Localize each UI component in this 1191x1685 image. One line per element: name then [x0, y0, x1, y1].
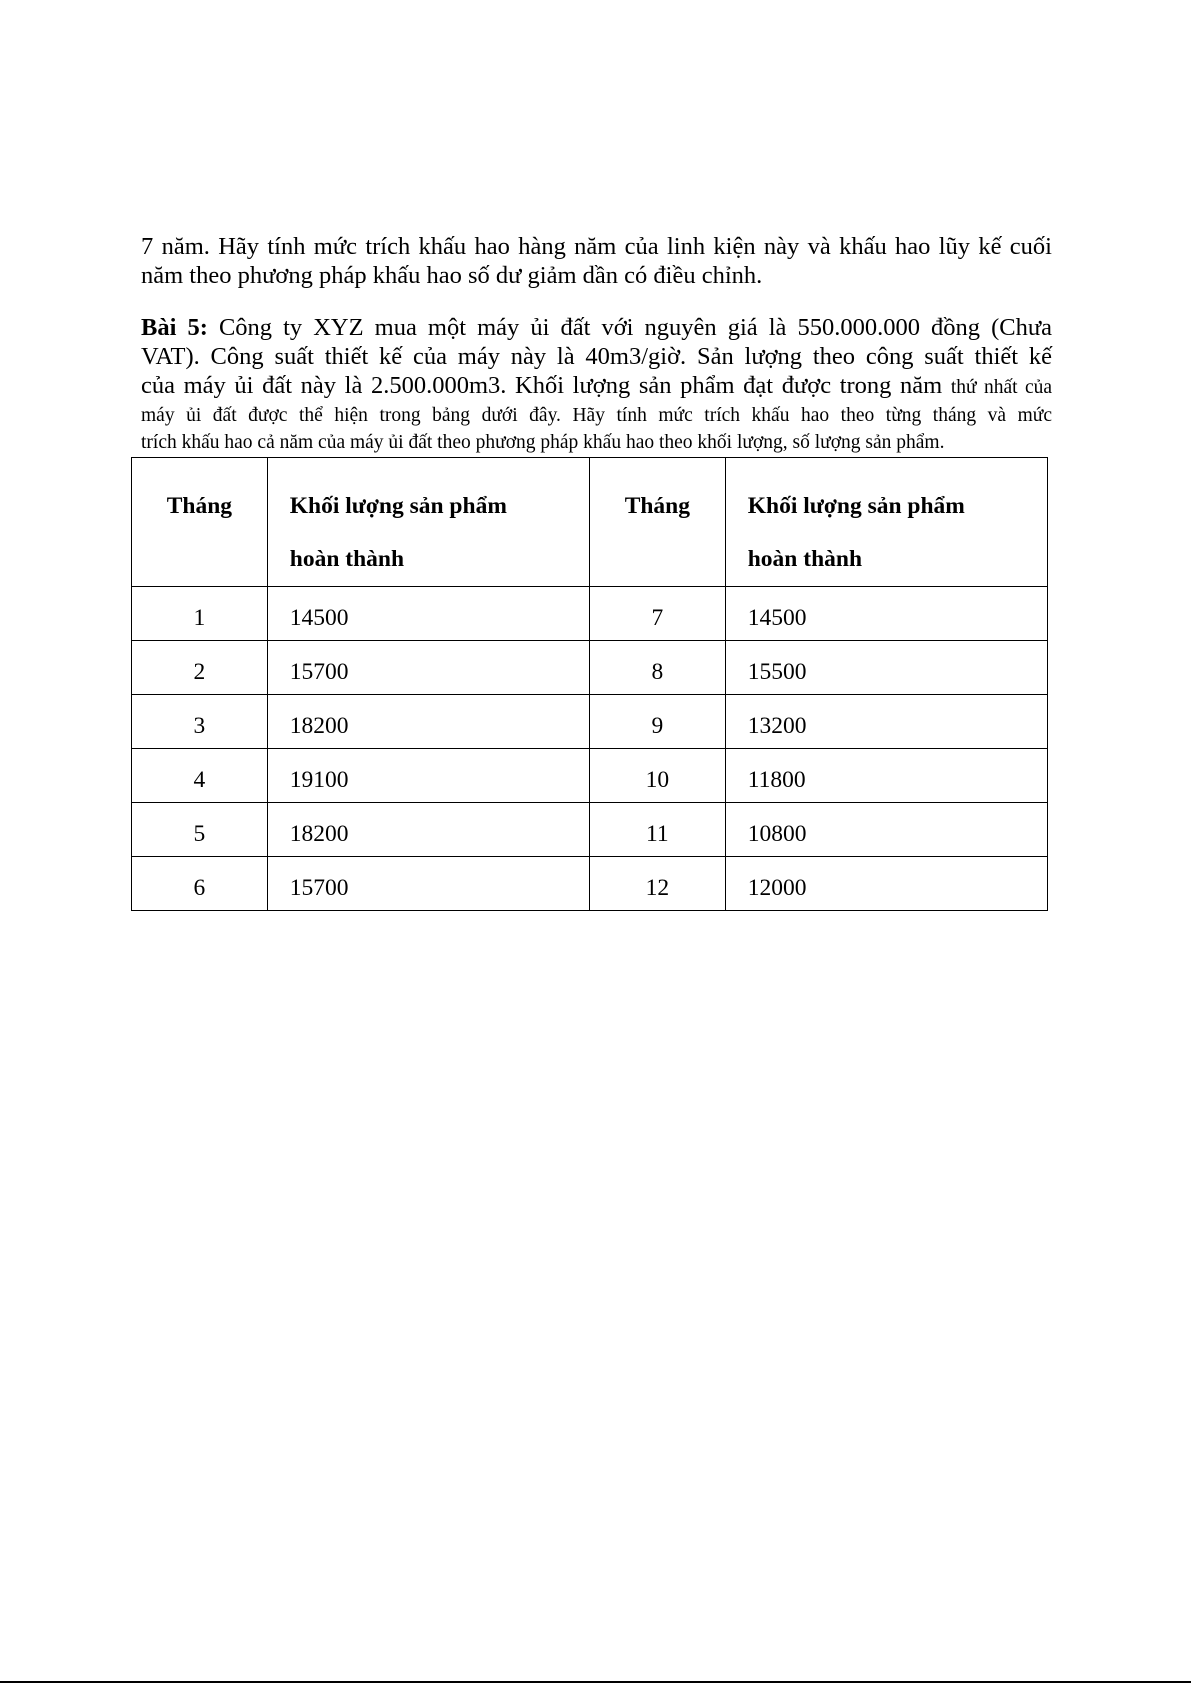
paragraph-2-line-3-main: của máy ủi đất này là 2.500.000m3. Khối lượng sản phẩm đạt được trong năm [141, 372, 943, 399]
volume-cell: 15500 [725, 641, 1047, 695]
month-cell: 6 [132, 857, 268, 911]
footer-rule [0, 1681, 1191, 1683]
header-volume-2-line-2: hoàn thành [747, 546, 863, 572]
month-cell: 2 [132, 641, 268, 695]
paragraph-2-line-1-text: Công ty XYZ mua một máy ủi đất với nguyên giá là 550.000.000 đồng (Chưa [218, 314, 1052, 341]
month-cell: 3 [132, 695, 268, 749]
month-cell: 4 [132, 749, 268, 803]
volume-cell: 18200 [267, 695, 589, 749]
month-cell: 11 [589, 803, 725, 857]
header-volume-1 [267, 458, 589, 587]
volume-cell: 15700 [267, 857, 589, 911]
paragraph-1-line-2: năm theo phương pháp khấu hao số dư giảm dần có điều chỉnh. [141, 262, 763, 289]
paragraph-2-line-5: trích khấu hao cả năm của máy ủi đất theo phương pháp khấu hao theo khối lượng, số lượng sản phẩm. [141, 432, 945, 453]
paragraph-2-line-3 [141, 371, 1052, 402]
header-volume-1-line-2: hoàn thành [289, 546, 405, 572]
paragraph-2-line-1 [141, 313, 1052, 342]
table-row [132, 695, 1048, 749]
month-cell: 10 [589, 749, 725, 803]
exercise-label: Bài 5: [141, 314, 208, 341]
header-volume-2 [725, 458, 1047, 587]
paragraph-1 [141, 232, 1052, 290]
table-row [132, 803, 1048, 857]
volume-cell: 18200 [267, 803, 589, 857]
volume-cell: 15700 [267, 641, 589, 695]
table-row [132, 587, 1048, 641]
month-cell: 12 [589, 857, 725, 911]
paragraph-2-line-2: VAT). Công suất thiết kế của máy này là 40m3/giờ. Sản lượng theo công suất thiết kế [141, 343, 1052, 370]
month-cell: 8 [589, 641, 725, 695]
volume-cell: 12000 [725, 857, 1047, 911]
month-cell: 5 [132, 803, 268, 857]
volume-cell: 11800 [725, 749, 1047, 803]
table-header-row [132, 458, 1048, 587]
header-volume-2-line-1: Khối lượng sản phẩm [747, 493, 965, 519]
volume-cell: 19100 [267, 749, 589, 803]
table-row [132, 749, 1048, 803]
header-month-2: Tháng [589, 458, 725, 587]
month-cell: 9 [589, 695, 725, 749]
volume-cell: 14500 [725, 587, 1047, 641]
production-volume-table [131, 457, 1048, 911]
volume-cell: 14500 [267, 587, 589, 641]
header-month-1: Tháng [132, 458, 268, 587]
paragraph-1-line-1: 7 năm. Hãy tính mức trích khấu hao hàng năm của linh kiện này và khấu hao lũy kế cuối [141, 233, 1052, 260]
volume-cell: 10800 [725, 803, 1047, 857]
table-row [132, 857, 1048, 911]
table-row [132, 641, 1048, 695]
paragraph-2 [141, 313, 1052, 456]
header-volume-1-line-1: Khối lượng sản phẩm [289, 493, 507, 519]
volume-cell: 13200 [725, 695, 1047, 749]
month-cell: 1 [132, 587, 268, 641]
paragraph-2-line-3-small: thứ nhất của [950, 377, 1053, 398]
month-cell: 7 [589, 587, 725, 641]
paragraph-2-line-4: máy ủi đất được thể hiện trong bảng dưới đây. Hãy tính mức trích khấu hao theo từng tháng và mức [141, 405, 1052, 426]
